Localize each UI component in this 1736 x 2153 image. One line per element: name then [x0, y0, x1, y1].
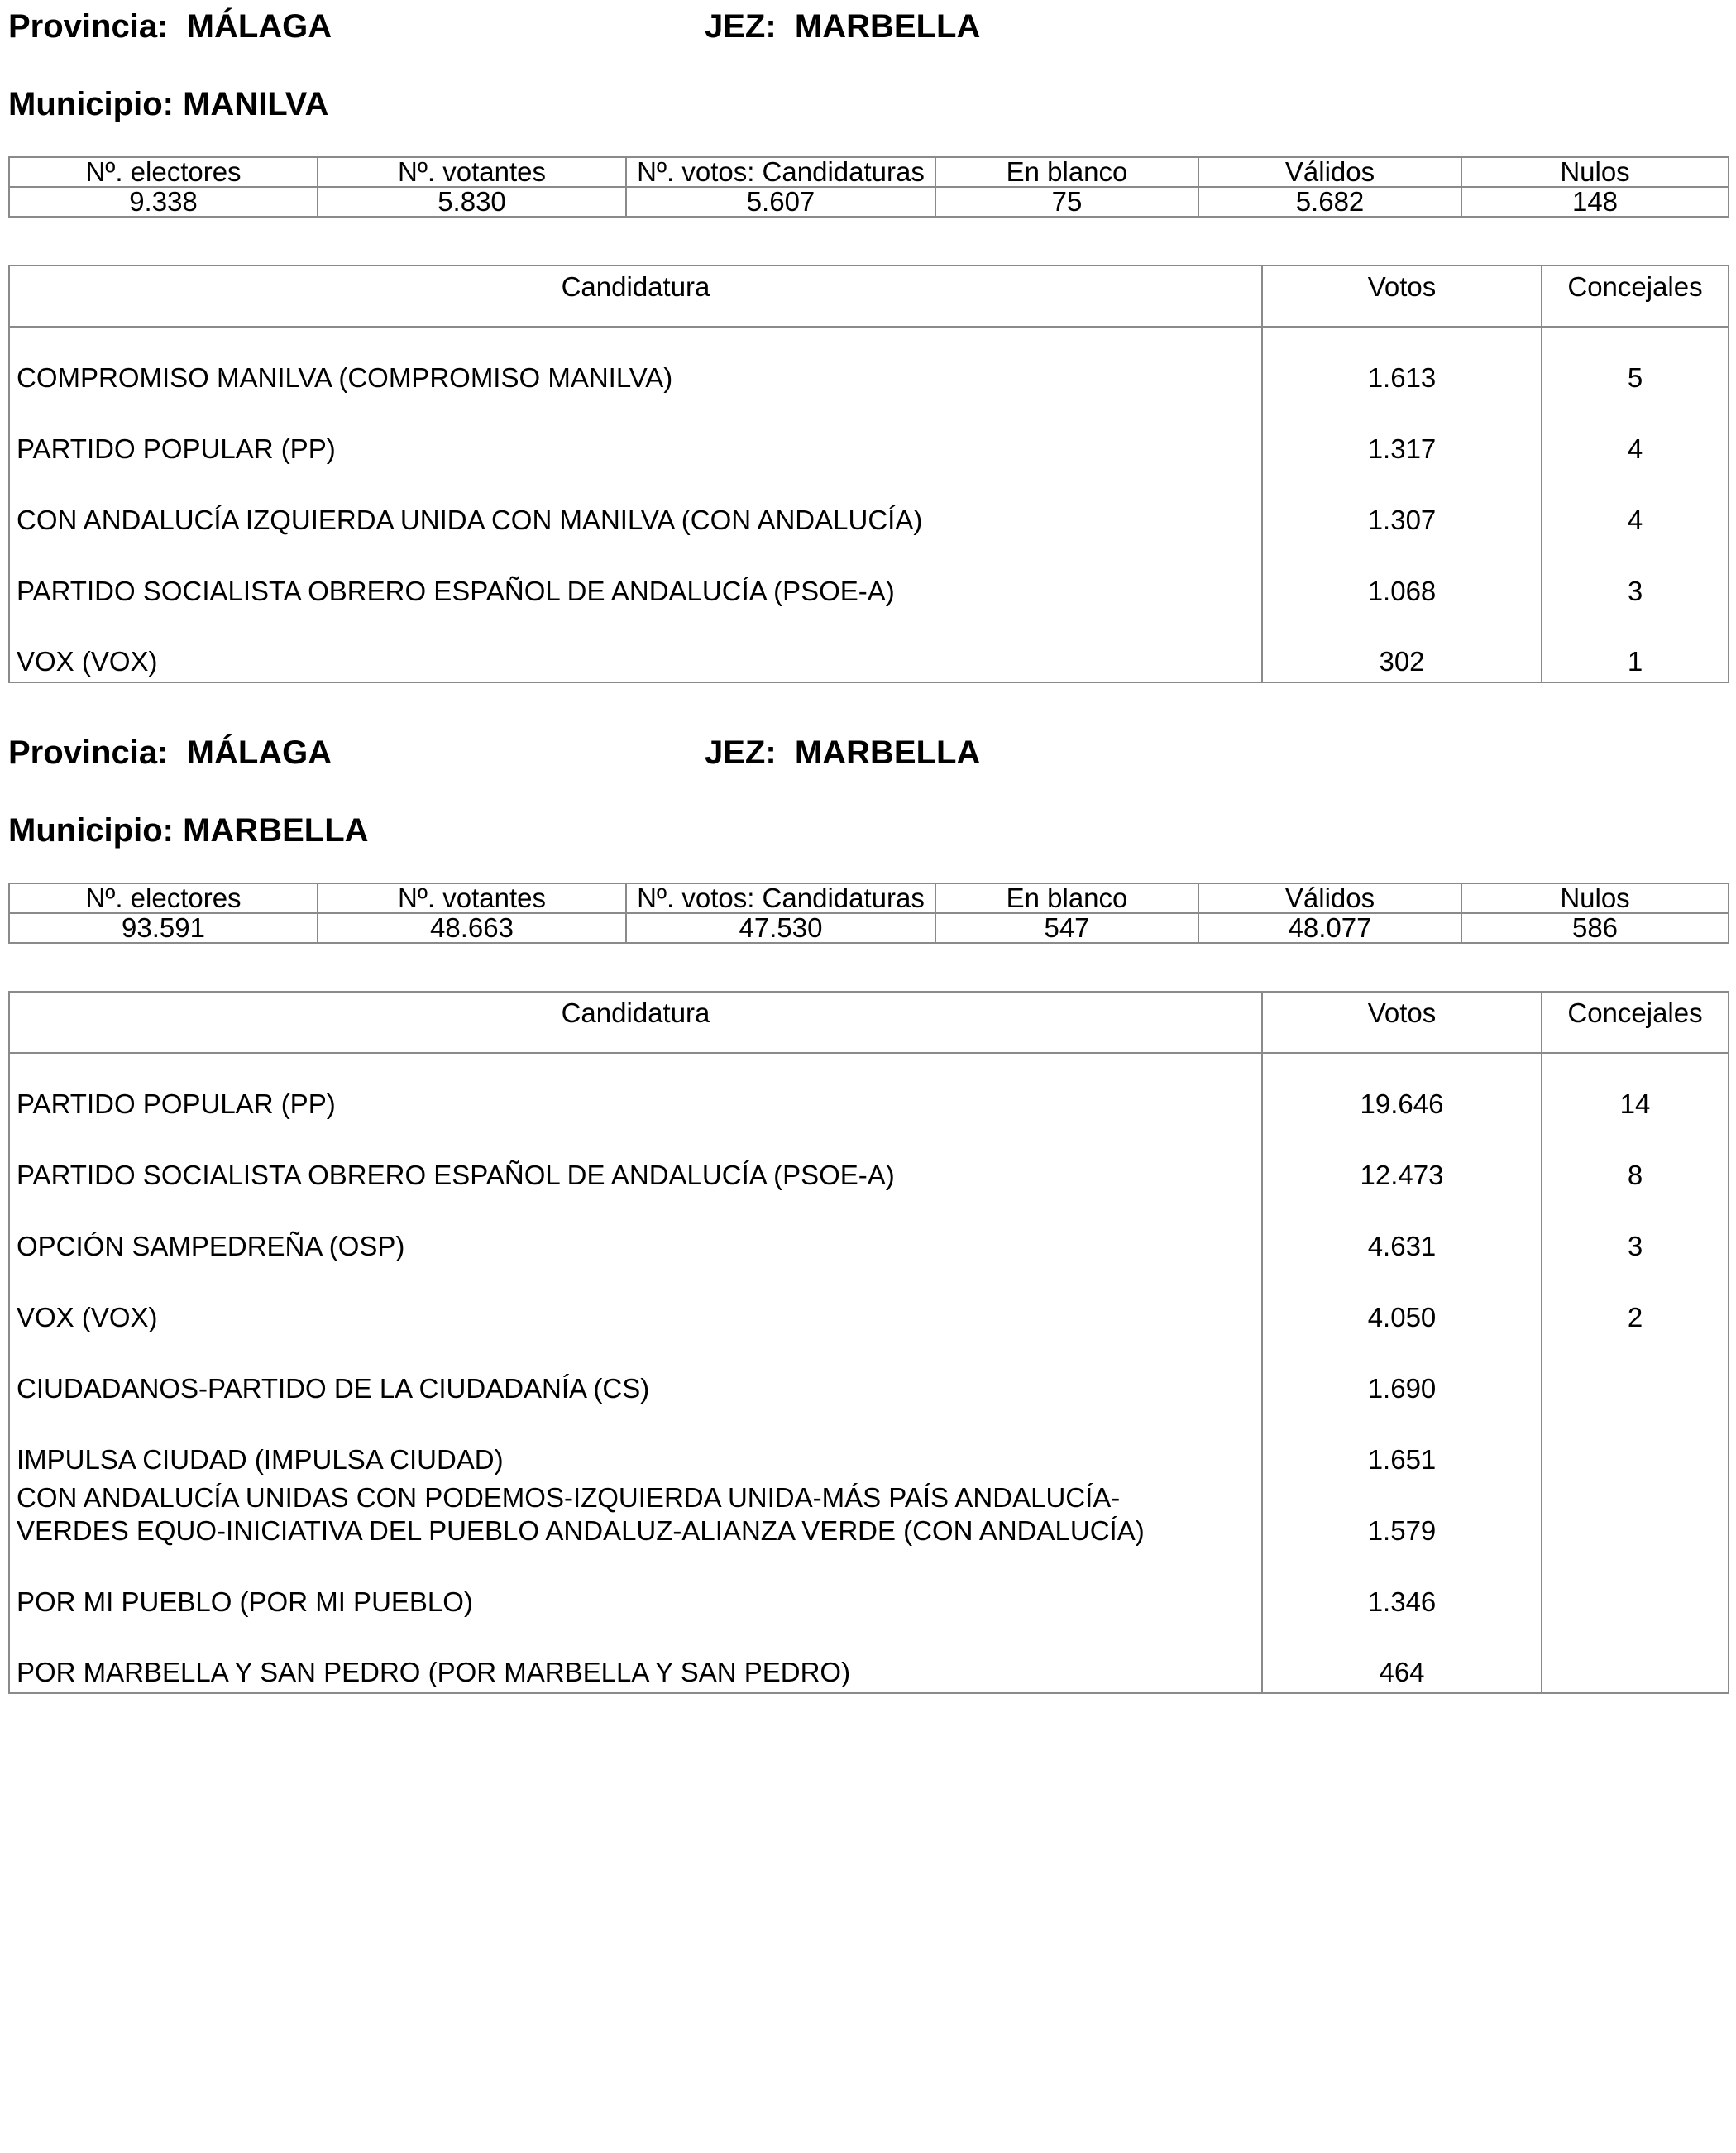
- candidate-votes: 1.317: [1262, 398, 1542, 469]
- candidate-votes: 1.346: [1262, 1551, 1542, 1622]
- stats-value-cell: 47.530: [626, 913, 935, 943]
- stats-header-cell: En blanco: [935, 883, 1198, 913]
- stats-table: [8, 883, 1729, 944]
- candidate-votes: 12.473: [1262, 1124, 1542, 1195]
- stats-header-cell: Nº. votos: Candidaturas: [626, 157, 935, 187]
- municipio-value: MANILVA: [183, 86, 329, 122]
- candidate-row: [9, 398, 1729, 469]
- candidate-row: [9, 540, 1729, 611]
- candidate-name: PARTIDO SOCIALISTA OBRERO ESPAÑOL DE ANDALUCÍA (PSOE-A): [17, 576, 895, 606]
- candidate-seats: [1542, 1480, 1729, 1551]
- stats-value-row: [9, 187, 1729, 217]
- stats-value-cell: 5.607: [626, 187, 935, 217]
- candidate-name: VOX (VOX): [17, 646, 158, 677]
- candidate-votes: 464: [1262, 1622, 1542, 1693]
- stats-header-cell: Nulos: [1461, 157, 1729, 187]
- candidate-votes: 1.651: [1262, 1409, 1542, 1480]
- stats-value-cell: 586: [1461, 913, 1729, 943]
- candidate-name: POR MI PUEBLO (POR MI PUEBLO): [17, 1586, 473, 1617]
- candidate-votes: 4.050: [1262, 1266, 1542, 1337]
- jez-label: JEZ:: [705, 734, 777, 771]
- candidate-seats: 14: [1542, 1053, 1729, 1124]
- candidate-name: CON ANDALUCÍA IZQUIERDA UNIDA CON MANILVA (CON ANDALUCÍA): [17, 505, 923, 535]
- stats-value-cell: 547: [935, 913, 1198, 943]
- provincia-label: Provincia:: [8, 8, 169, 45]
- stats-value-cell: 5.682: [1198, 187, 1461, 217]
- candidate-row: [9, 1266, 1729, 1337]
- candidate-seats: 4: [1542, 398, 1729, 469]
- votos-column-header: Votos: [1262, 266, 1542, 327]
- provincia-label: Provincia:: [8, 734, 169, 771]
- candidate-seats: [1542, 1409, 1729, 1480]
- concejales-column-header: Concejales: [1542, 992, 1729, 1053]
- jez-heading: [705, 7, 980, 46]
- provincia-value: MÁLAGA: [186, 734, 332, 771]
- candidate-name: PARTIDO POPULAR (PP): [17, 433, 336, 464]
- candidate-row: [9, 1480, 1729, 1551]
- candidate-votes: 1.690: [1262, 1337, 1542, 1409]
- candidate-name: COMPROMISO MANILVA (COMPROMISO MANILVA): [17, 362, 673, 393]
- municipio-label: Municipio:: [8, 86, 174, 122]
- candidate-seats: 3: [1542, 540, 1729, 611]
- candidate-row: [9, 1409, 1729, 1480]
- votos-column-header: Votos: [1262, 992, 1542, 1053]
- candidate-votes: 1.613: [1262, 327, 1542, 398]
- candidate-seats: [1542, 1337, 1729, 1409]
- stats-value-cell: 93.591: [9, 913, 318, 943]
- stats-header-cell: Nº. votantes: [318, 883, 626, 913]
- jez-value: MARBELLA: [794, 734, 981, 771]
- candidate-seats: 4: [1542, 469, 1729, 540]
- candidate-row: [9, 1195, 1729, 1266]
- jez-label: JEZ:: [705, 8, 777, 45]
- candidate-row: [9, 469, 1729, 540]
- stats-header-cell: En blanco: [935, 157, 1198, 187]
- provincia-heading: [8, 7, 332, 46]
- candidate-votes: 1.307: [1262, 469, 1542, 540]
- candidates-body: [9, 327, 1729, 682]
- candidate-seats: [1542, 1622, 1729, 1693]
- stats-header-row: [9, 883, 1729, 913]
- stats-value-cell: 5.830: [318, 187, 626, 217]
- stats-value-cell: 48.663: [318, 913, 626, 943]
- candidate-seats: 1: [1542, 611, 1729, 682]
- candidate-votes: 4.631: [1262, 1195, 1542, 1266]
- provincia-heading: [8, 733, 332, 773]
- stats-value-cell: 148: [1461, 187, 1729, 217]
- candidatura-column-header: Candidatura: [9, 992, 1262, 1053]
- stats-value-cell: 9.338: [9, 187, 318, 217]
- candidate-row: [9, 327, 1729, 398]
- provincia-value: MÁLAGA: [186, 8, 332, 45]
- stats-value-cell: 48.077: [1198, 913, 1461, 943]
- candidates-table: [8, 991, 1729, 1694]
- candidates-body: [9, 1053, 1729, 1693]
- candidate-row: [9, 1337, 1729, 1409]
- stats-header-row: [9, 157, 1729, 187]
- candidate-row: [9, 1124, 1729, 1195]
- candidate-seats: [1542, 1551, 1729, 1622]
- candidate-seats: 8: [1542, 1124, 1729, 1195]
- candidate-row: [9, 1551, 1729, 1622]
- candidate-row: [9, 1053, 1729, 1124]
- candidate-name: PARTIDO POPULAR (PP): [17, 1088, 336, 1119]
- municipio-value: MARBELLA: [183, 812, 369, 849]
- stats-value-cell: 75: [935, 187, 1198, 217]
- stats-table: [8, 156, 1729, 218]
- candidate-name: POR MARBELLA Y SAN PEDRO (POR MARBELLA Y SAN PEDRO): [17, 1657, 851, 1687]
- candidates-header-row: [9, 266, 1729, 327]
- candidate-votes: 302: [1262, 611, 1542, 682]
- candidate-name: CIUDADANOS-PARTIDO DE LA CIUDADANÍA (CS): [17, 1373, 650, 1404]
- jez-heading: [705, 733, 980, 773]
- candidate-votes: 1.068: [1262, 540, 1542, 611]
- candidate-votes: 19.646: [1262, 1053, 1542, 1124]
- municipio-heading: [8, 811, 369, 850]
- stats-header-cell: Válidos: [1198, 883, 1461, 913]
- candidates-header-row: [9, 992, 1729, 1053]
- stats-value-row: [9, 913, 1729, 943]
- stats-header-cell: Nº. electores: [9, 157, 318, 187]
- candidate-name: IMPULSA CIUDAD (IMPULSA CIUDAD): [17, 1444, 504, 1475]
- concejales-column-header: Concejales: [1542, 266, 1729, 327]
- candidate-name: CON ANDALUCÍA UNIDAS CON PODEMOS-IZQUIERDA UNIDA-MÁS PAÍS ANDALUCÍA- VERDES EQUO-INICIATIVA DEL PUEBLO ANDALUZ-ALIANZA VERDE (CON ANDALUCÍA): [17, 1482, 1145, 1546]
- municipio-label: Municipio:: [8, 812, 174, 849]
- stats-header-cell: Nº. votantes: [318, 157, 626, 187]
- stats-header-cell: Nulos: [1461, 883, 1729, 913]
- candidate-seats: 3: [1542, 1195, 1729, 1266]
- candidate-votes: 1.579: [1262, 1480, 1542, 1551]
- jez-value: MARBELLA: [794, 8, 981, 45]
- candidatura-column-header: Candidatura: [9, 266, 1262, 327]
- candidate-row: [9, 611, 1729, 682]
- candidate-name: VOX (VOX): [17, 1302, 158, 1332]
- candidate-seats: 2: [1542, 1266, 1729, 1337]
- candidate-name: OPCIÓN SAMPEDREÑA (OSP): [17, 1231, 405, 1261]
- candidates-table: [8, 265, 1729, 683]
- candidate-name: PARTIDO SOCIALISTA OBRERO ESPAÑOL DE ANDALUCÍA (PSOE-A): [17, 1160, 895, 1190]
- candidate-seats: 5: [1542, 327, 1729, 398]
- stats-header-cell: Nº. votos: Candidaturas: [626, 883, 935, 913]
- stats-header-cell: Válidos: [1198, 157, 1461, 187]
- municipio-heading: [8, 84, 328, 124]
- stats-header-cell: Nº. electores: [9, 883, 318, 913]
- candidate-row: [9, 1622, 1729, 1693]
